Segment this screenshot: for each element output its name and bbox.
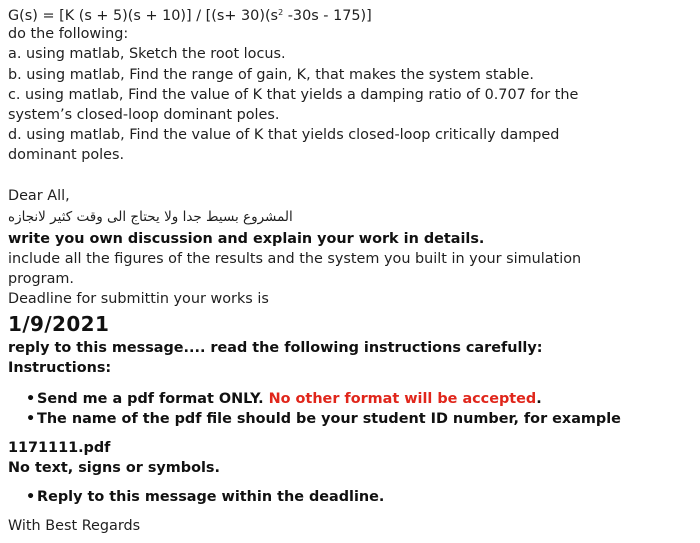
- arabic-note: المشروع بسيط جدا ولا يحتاج الى وقت كثير لانجازه: [8, 209, 293, 225]
- bullet-2-text: The name of the pdf file should be your student ID number, for example: [37, 411, 621, 427]
- closing: With Best Regards: [8, 518, 141, 534]
- reply-note: reply to this message.... read the following instructions carefully:: [8, 340, 543, 356]
- bullet-1-text: Send me a pdf format ONLY.: [37, 391, 264, 407]
- transfer-function: [8, 3, 372, 26]
- bullet-dot-icon: •: [26, 489, 36, 505]
- deadline-date: 1/9/2021: [8, 312, 110, 336]
- formula-superscript: 2: [278, 8, 284, 17]
- item-c-line-1: c. using matlab, Find the value of K that yields a damping ratio of 0.707 for the: [8, 87, 579, 103]
- item-d-line-2: dominant poles.: [8, 147, 125, 163]
- figures-note-line-1: include all the figures of the results and the system you built in your simulation: [8, 251, 582, 267]
- greeting: Dear All,: [8, 188, 70, 204]
- discussion-note: write you own discussion and explain your work in details.: [8, 231, 485, 247]
- intro-text: do the following:: [8, 26, 129, 42]
- formula-part-1: G(s) = [K (s + 5)(s + 10)] / [(s+ 30)(s: [8, 8, 279, 24]
- item-b: b. using matlab, Find the range of gain, K, that makes the system stable.: [8, 67, 534, 83]
- bullet-dot-icon: •: [26, 391, 36, 407]
- deadline-label: Deadline for submittin your works is: [8, 291, 269, 307]
- format-warning: No other format will be accepted: [268, 391, 537, 407]
- no-text-note: No text, signs or symbols.: [8, 460, 220, 476]
- formula-part-2: -30s - 175)]: [283, 8, 372, 24]
- item-d-line-1: d. using matlab, Find the value of K that yields closed-loop critically damped: [8, 127, 560, 143]
- instructions-heading: Instructions:: [8, 360, 112, 376]
- figures-note-line-2: program.: [8, 271, 75, 287]
- bullet-item-pdf-only: [26, 389, 542, 409]
- bullet-3-text: Reply to this message within the deadline.: [37, 489, 385, 505]
- bullet-item-deadline: [26, 487, 384, 507]
- bullet-1-period: .: [536, 391, 542, 407]
- item-a: a. using matlab, Sketch the root locus.: [8, 46, 286, 62]
- bullet-item-file-name: [26, 409, 621, 429]
- bullet-dot-icon: •: [26, 411, 36, 427]
- item-c-line-2: system’s closed-loop dominant poles.: [8, 107, 280, 123]
- example-file-name: 1171111.pdf: [8, 440, 111, 456]
